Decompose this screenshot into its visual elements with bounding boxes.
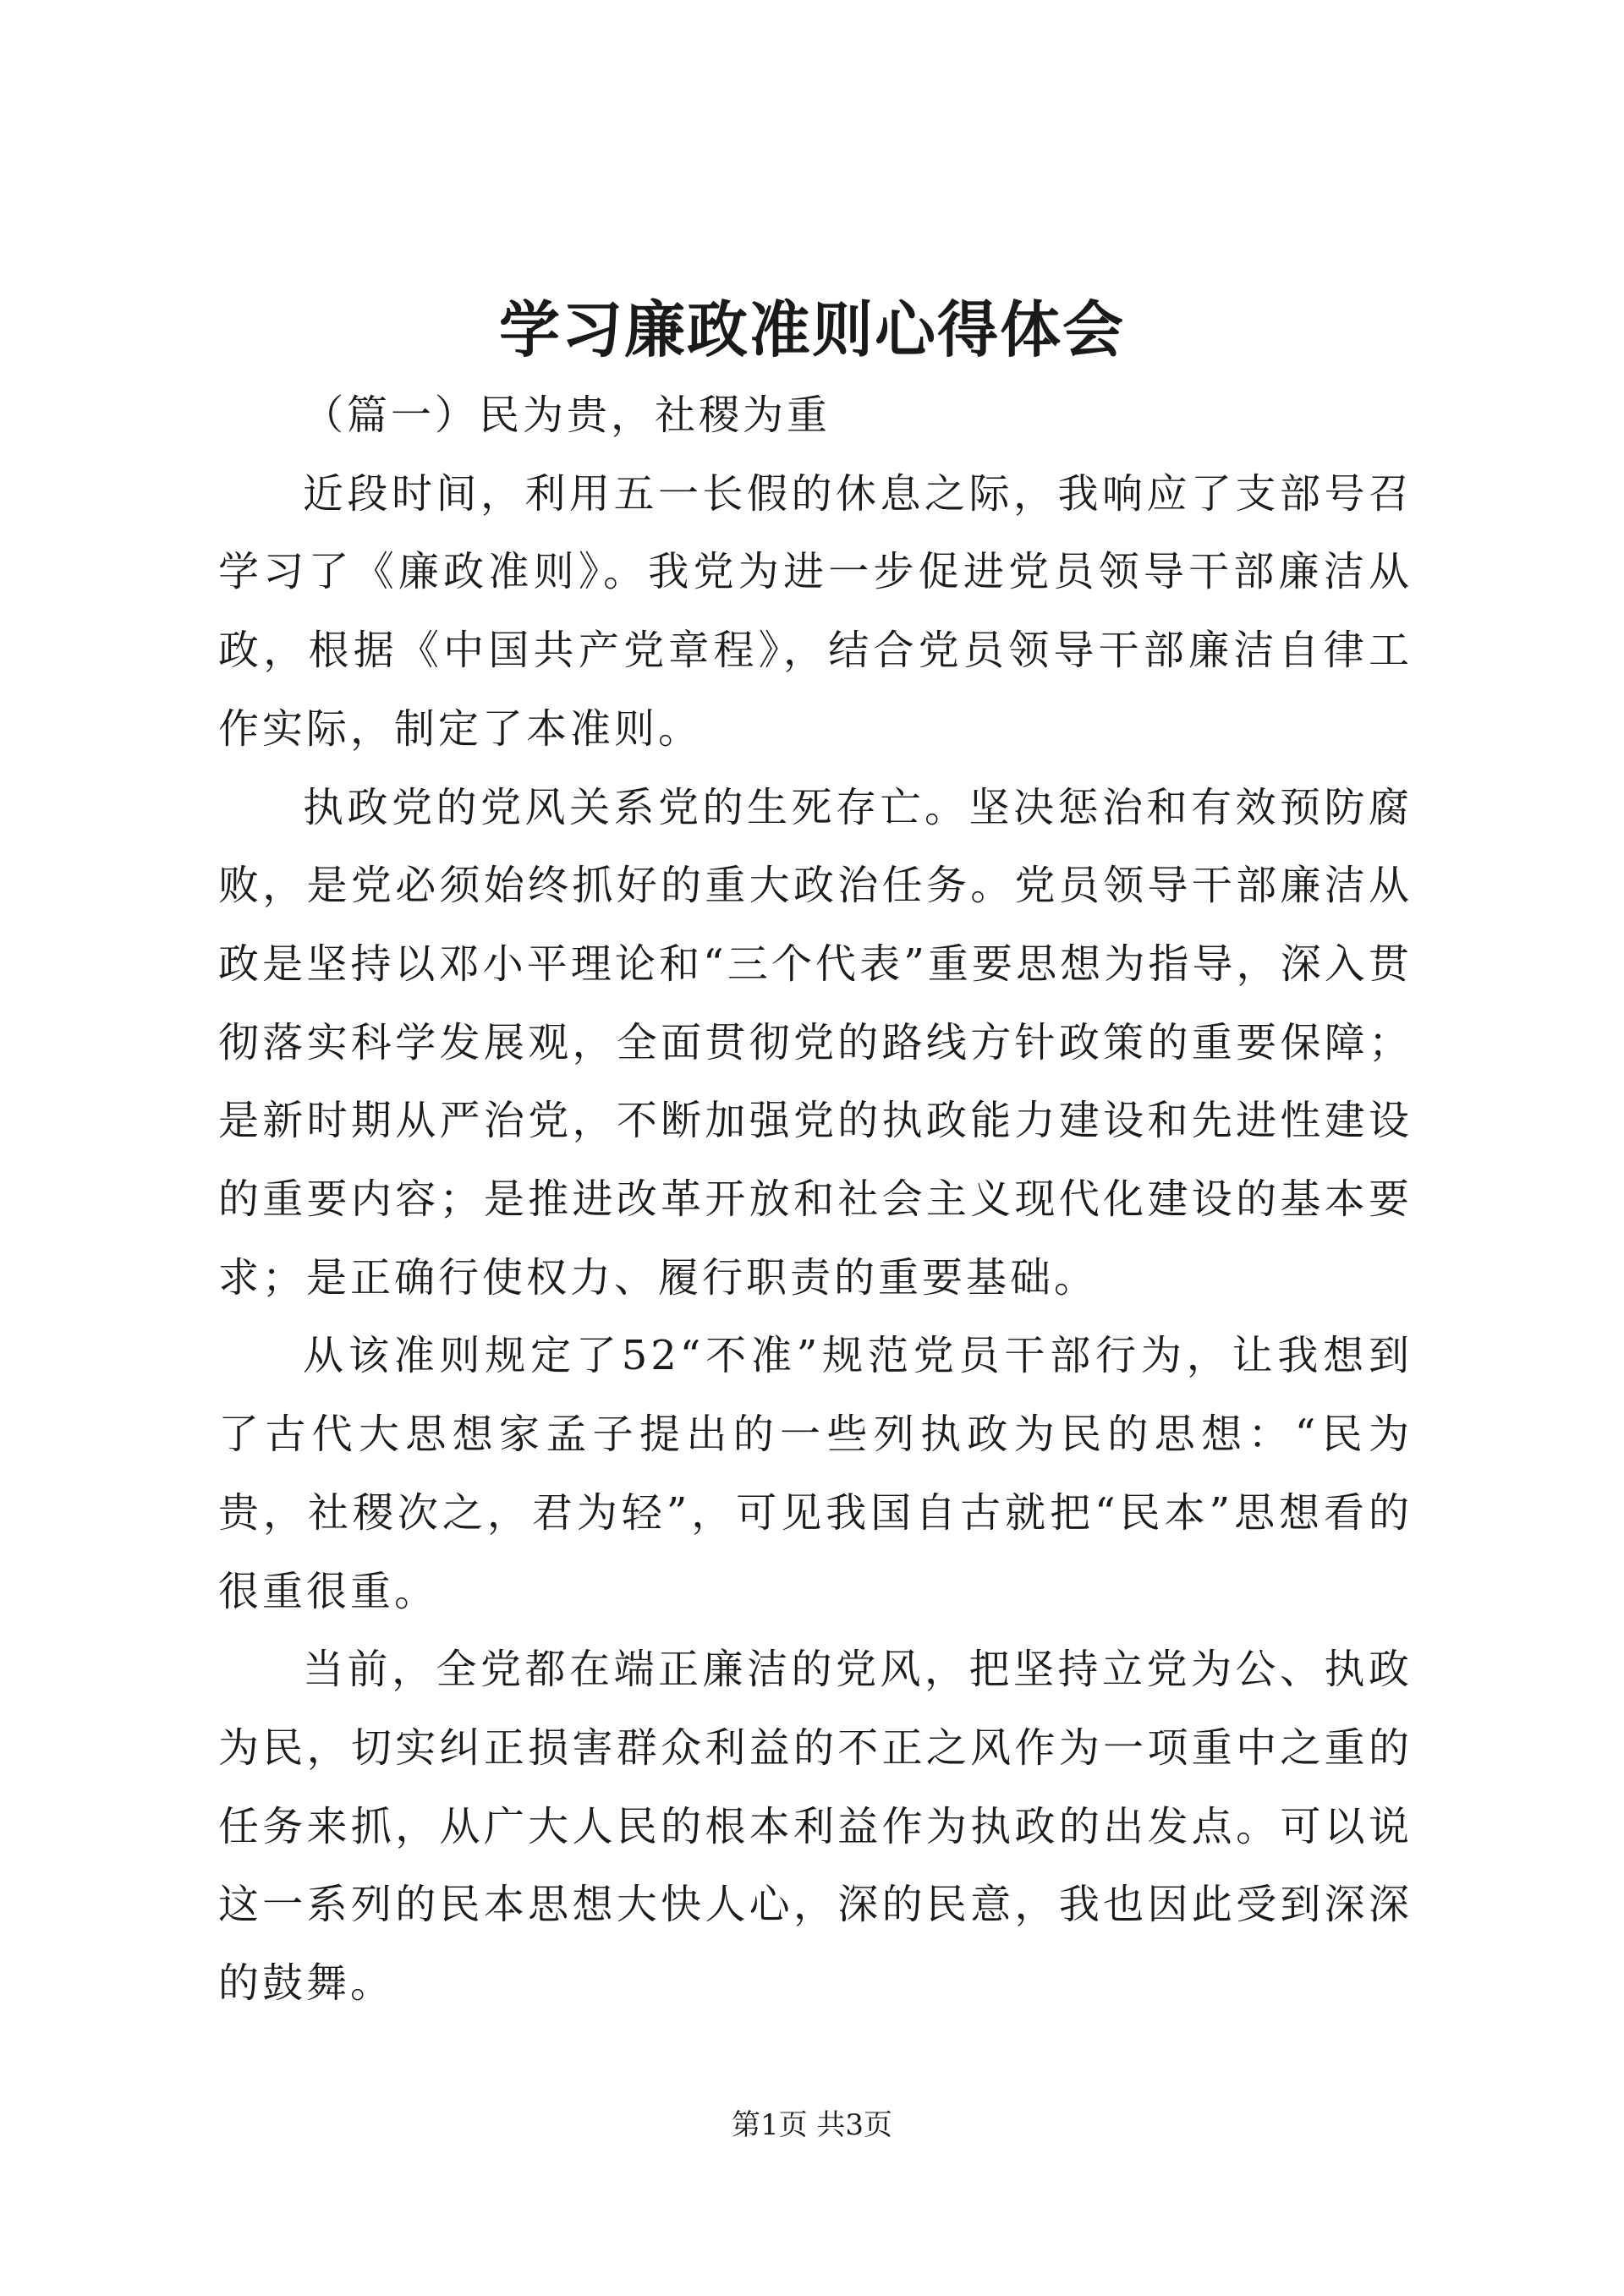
paragraph-1: 近段时间，利用五一长假的休息之际，我响应了支部号召学习了《廉政准则》。我党为进一步促进党员领导干部廉洁从政，根据《中国共产党章程》，结合党员领导干部廉洁自律工作实际，制定了本准则。 [218, 469, 1413, 753]
page-number-footer: 第1页 共3页 [731, 2108, 893, 2142]
paragraph-3: 从该准则规定了52“不准”规范党员干部行为，让我想到了古代大思想家孟子提出的一些列执政为民的思想：“民为贵，社稷次之，君为轻”，可见我国自古就把“民本”思想看的很重很重。 [218, 1332, 1413, 1615]
paragraph-4: 当前，全党都在端正廉洁的党风，把坚持立党为公、执政为民，切实纠正损害群众利益的不正之风作为一项重中之重的任务来抓，从广大人民的根本利益作为执政的出发点。可以说这一系列的民本思想大快人心，深的民意，我也因此受到深深的鼓舞。 [218, 1646, 1413, 2008]
document-body [218, 376, 1413, 2023]
paragraph-2: 执政党的党风关系党的生死存亡。坚决惩治和有效预防腐败，是党必须始终抓好的重大政治任务。党员领导干部廉洁从政是坚持以邓小平理论和“三个代表”重要思想为指导，深入贯彻落实科学发展观，全面贯彻党的路线方针政策的重要保障；是新时期从严治党，不断加强党的执政能力建设和先进性建设的重要内容；是推进改革开放和社会主义现代化建设的基本要求；是正确行使权力、履行职责的重要基础。 [218, 783, 1413, 1301]
section-heading: （篇一）民为贵，社稷为重 [303, 392, 831, 439]
document-title: 学习廉政准则心得体会 [498, 293, 1125, 365]
